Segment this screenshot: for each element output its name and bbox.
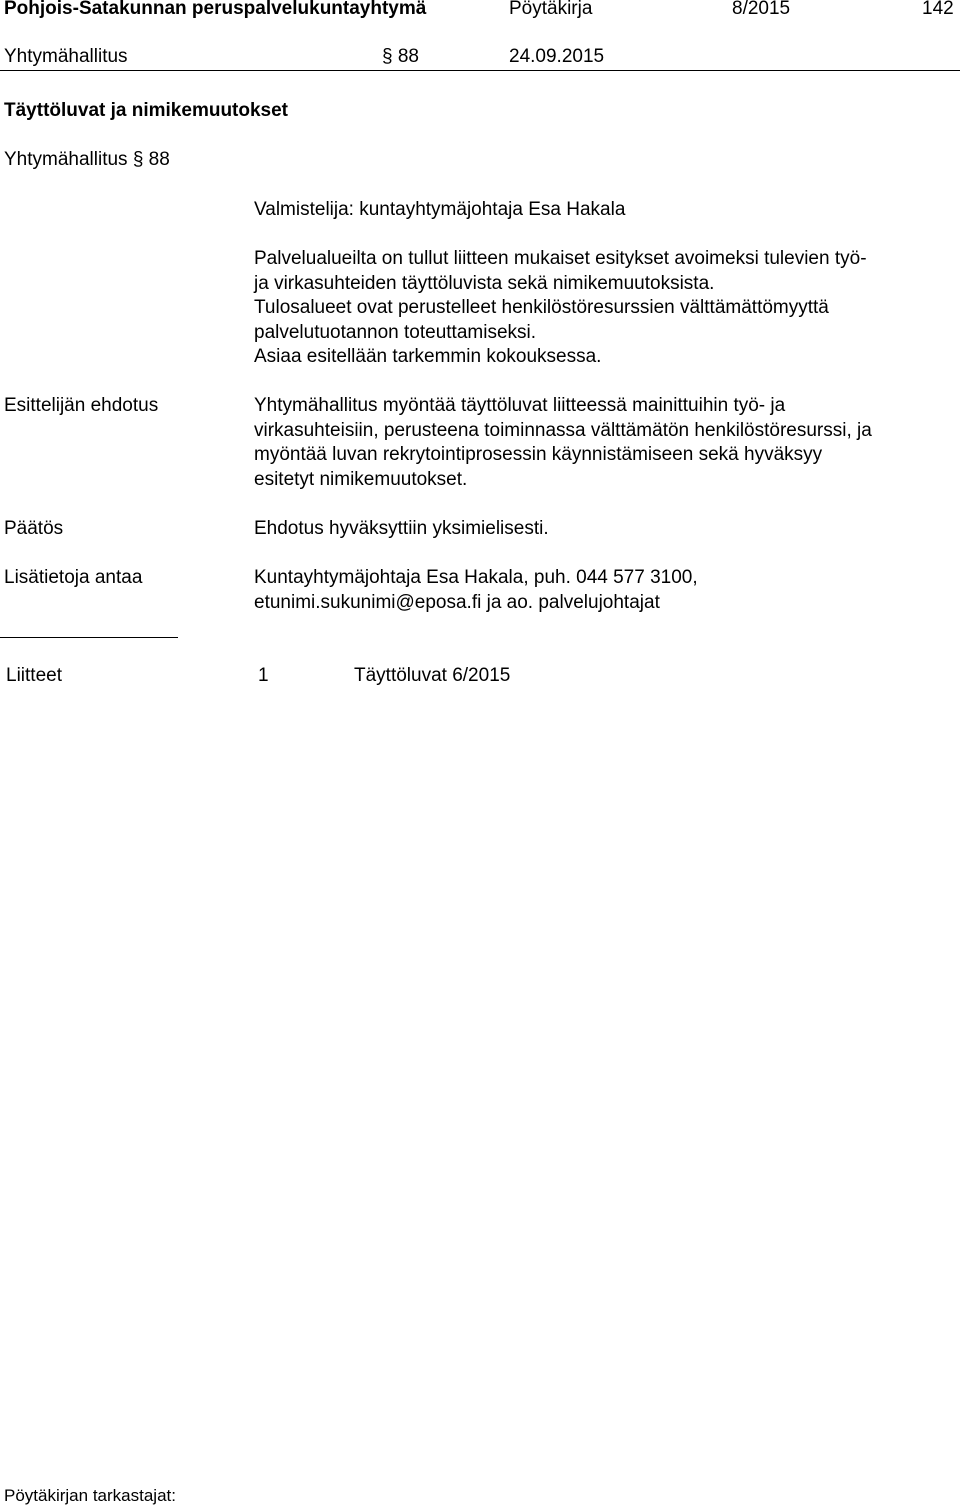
proposal-label: Esittelijän ehdotus [4,395,159,416]
background-line: Palvelualueilta on tullut liitteen mukaiset esitykset avoimeksi tulevien työ- [254,248,867,269]
background-paragraph [254,247,867,370]
meeting-date: 24.09.2015 [509,46,605,67]
reviewers-label: Pöytäkirjan tarkastajat: [4,1486,176,1505]
background-line: Asiaa esitellään tarkemmin kokouksessa. [254,346,602,367]
contact-email-line: etunimi.sukunimi@eposa.fi ja ao. palvelujohtajat [254,591,660,613]
item-title: Täyttöluvat ja nimikemuutokset [4,100,289,121]
background-line: palvelutuotannon toteuttamiseksi. [254,321,537,343]
section-mark-header: § 88 [382,46,419,67]
contact-line: Kuntayhtymäjohtaja Esa Hakala, puh. 044 577 3100, [254,567,698,588]
proposal-line: esitetyt nimikemuutokset. [254,468,468,490]
decision-text: Ehdotus hyväksyttiin yksimielisesti. [254,518,549,539]
section-separator [0,637,178,638]
header-divider [0,70,960,71]
organization-name: Pohjois-Satakunnan peruspalvelukuntayhtymä [4,0,427,19]
decision-label: Päätös [4,518,64,539]
contact-paragraph [254,566,698,615]
page-number: 142 [922,0,954,19]
attachment-number: 1 [258,665,269,686]
proposal-line: virkasuhteisiin, perusteena toiminnassa välttämätön henkilöstöresurssi, ja [254,419,872,441]
proposal-line: myöntää luvan rekrytointiprosessin käynnistämiseen sekä hyväksyy [254,444,823,465]
proposal-paragraph [254,394,872,492]
item-reference: Yhtymähallitus § 88 [4,149,170,170]
proposal-line: Yhtymähallitus myöntää täyttöluvat liitteessä mainittuihin työ- ja [254,395,786,416]
contact-label: Lisätietoja antaa [4,567,143,588]
background-line: Tulosalueet ovat perustelleet henkilöstöresurssien välttämättömyyttä [254,297,829,318]
section-number: 88 [397,46,419,67]
meeting-number: 8/2015 [732,0,791,19]
attachment-name: Täyttöluvat 6/2015 [354,665,511,686]
document-type: Pöytäkirja [509,0,593,19]
background-line: ja virkasuhteiden täyttöluvista sekä nimikemuutoksista. [254,272,715,294]
attachments-label: Liitteet [6,665,62,686]
governing-body: Yhtymähallitus [4,46,128,67]
preparer-line: Valmistelija: kuntayhtymäjohtaja Esa Hakala [254,199,626,220]
